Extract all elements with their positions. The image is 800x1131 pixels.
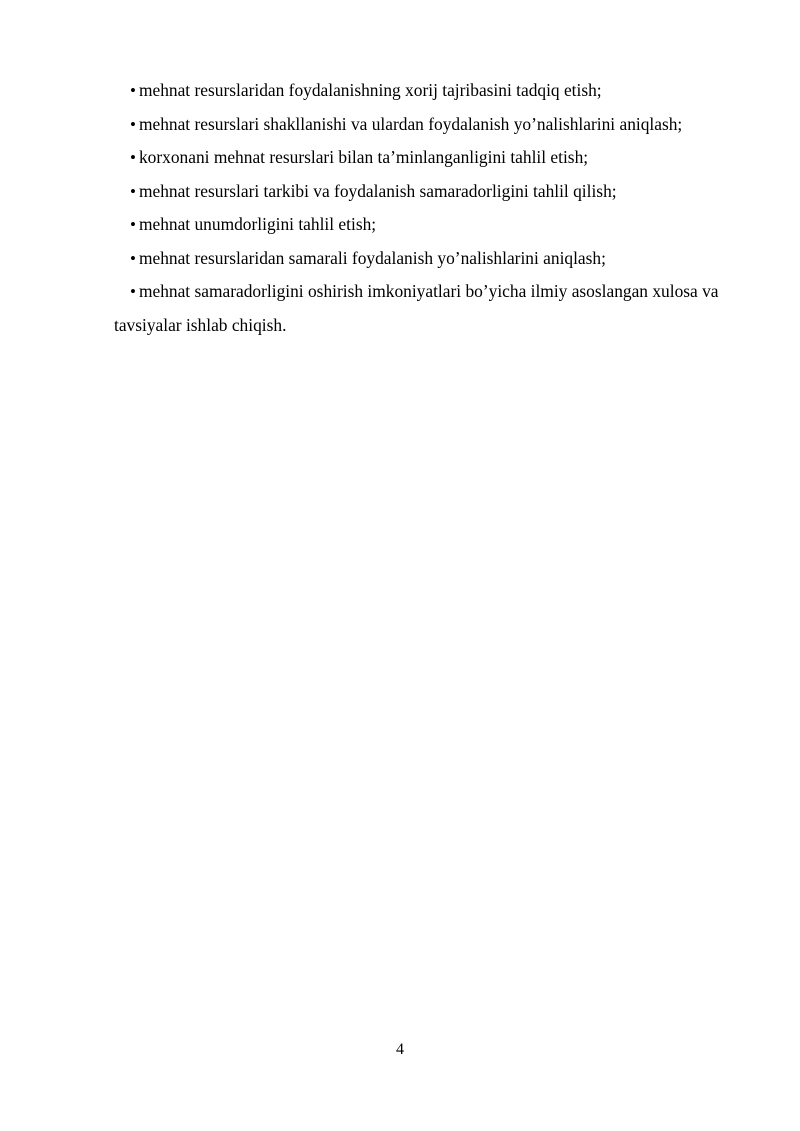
list-item-text: mehnat resurslari shakllanishi va ulardan foydalanish yo’nalishlarini aniqlash; <box>138 113 683 134</box>
bullet-icon: • <box>130 248 136 268</box>
list-item <box>114 141 754 175</box>
bullet-icon: • <box>130 114 136 134</box>
bullet-icon: • <box>130 215 136 234</box>
list-item <box>114 108 754 142</box>
bullet-icon: • <box>130 282 136 301</box>
bullet-icon: • <box>130 148 136 167</box>
list-item <box>114 208 754 242</box>
list-item-text: mehnat unumdorligini tahlil etish; <box>138 214 377 234</box>
bullet-icon: • <box>130 81 136 100</box>
bullet-icon: • <box>130 181 136 201</box>
list-item-text: mehnat resurslaridan foydalanishning xorij tajribasini tadqiq etish; <box>138 80 602 100</box>
page-number: 4 <box>396 1041 404 1058</box>
list-item-text: mehnat samaradorligini oshirish imkoniyatlari bo’yicha ilmiy asoslangan xulosa va tavsiyalar ishlab chiqish. <box>114 281 719 335</box>
list-item <box>114 175 754 209</box>
list-item-text: mehnat resurslari tarkibi va foydalanish samaradorligini tahlil qilish; <box>138 180 617 201</box>
list-item <box>114 74 754 108</box>
list-item <box>114 275 754 341</box>
objectives-list <box>114 74 754 341</box>
list-item-text: korxonani mehnat resurslari bilan ta’minlanganligini tahlil etish; <box>138 147 589 167</box>
list-item-text: mehnat resurslaridan samarali foydalanish yo’nalishlarini aniqlash; <box>138 247 606 268</box>
list-item <box>114 242 754 276</box>
